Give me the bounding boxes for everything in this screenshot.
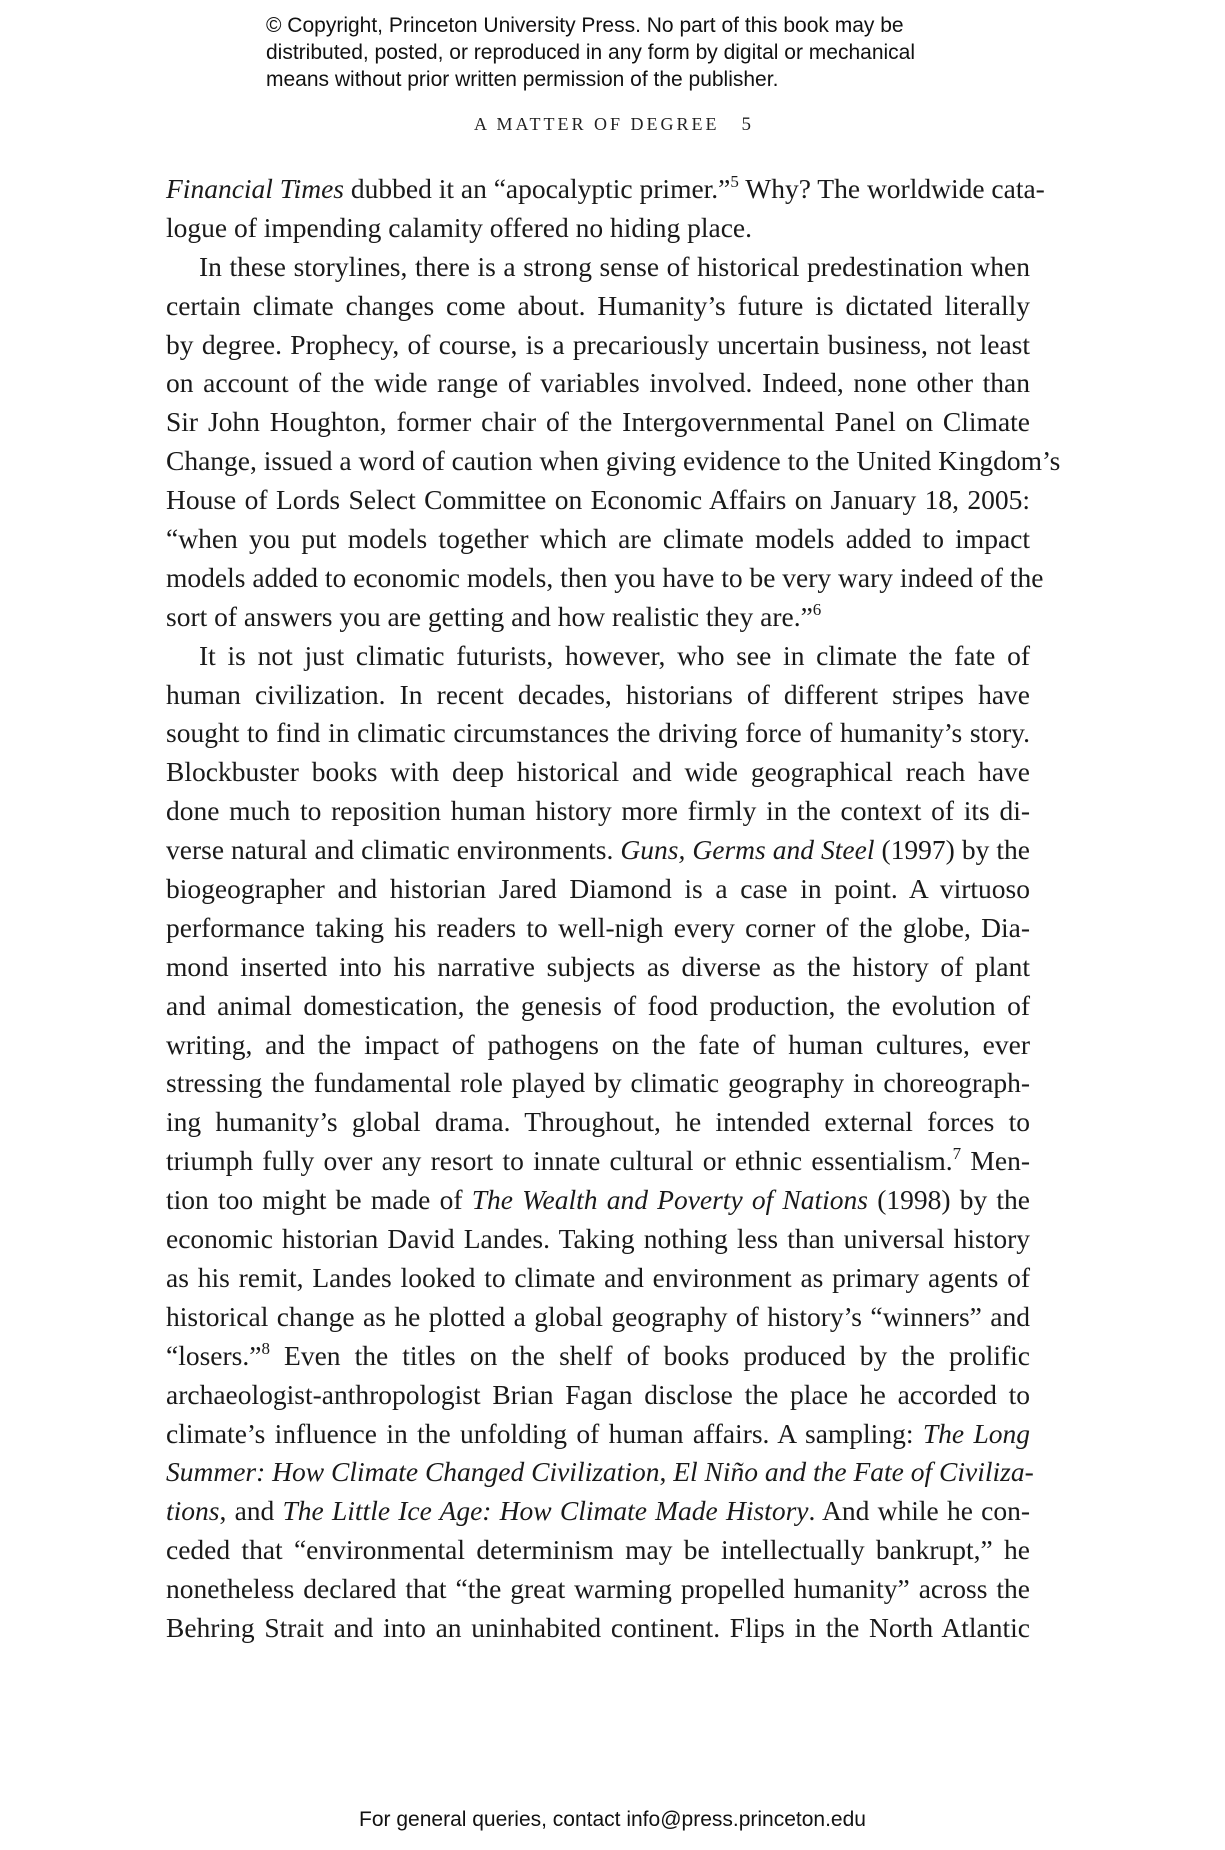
text-run: Even the titles on the shelf of books produced by the prolific [269, 1339, 1030, 1371]
text-line [166, 1415, 1030, 1454]
text-run: on account of the wide range of variables involved. Indeed, none other than [166, 367, 1030, 399]
text-line [166, 403, 1030, 442]
footer-contact: For general queries, contact info@press.princeton.edu [359, 1808, 866, 1831]
text-line [166, 792, 1030, 831]
text-line [166, 987, 1030, 1026]
text-line [166, 1453, 1034, 1492]
text-line [166, 1064, 1030, 1103]
text-run: sort of answers you are getting and how realistic they are.” [166, 600, 813, 632]
text-run: archaeologist-anthropologist Brian Fagan disclose the place he accorded to [166, 1378, 1030, 1410]
text-run: Behring Strait and into an uninhabited continent. Flips in the North Atlantic [166, 1611, 1030, 1643]
text-run: (1997) by the [874, 834, 1031, 866]
text-run: “losers.” [166, 1339, 262, 1371]
text-line [166, 598, 1030, 637]
text-run: ceded that “environmental determinism may be intellectually bankrupt,” he [166, 1534, 1030, 1566]
text-line [166, 1376, 1030, 1415]
text-run: done much to reposition human history more firmly in the context of its di- [166, 795, 1030, 827]
text-line [166, 1492, 1030, 1531]
text-run: dubbed it an “apocalyptic primer.” [344, 173, 731, 204]
copyright-notice [266, 12, 1026, 93]
text-line [166, 1026, 1030, 1065]
text-line [166, 520, 1030, 559]
italic-title: The Little Ice Age: How Climate Made History [282, 1495, 809, 1527]
text-run: Change, issued a word of caution when giving evidence to the United Kingdom’s [166, 445, 1061, 477]
text-run: certain climate changes come about. Humanity’s future is dictated literally [166, 289, 1030, 321]
text-line [166, 364, 1030, 403]
text-line [166, 209, 1030, 248]
text-run: logue of impending calamity offered no hiding place. [166, 211, 752, 243]
text-run: . And while he con- [808, 1495, 1030, 1527]
text-run: tion too might be made of [166, 1184, 472, 1216]
body-text [166, 170, 1061, 1648]
text-line [166, 326, 1030, 365]
text-line [166, 287, 1030, 326]
text-line [166, 1570, 1030, 1609]
footnote-marker: 5 [730, 172, 739, 191]
italic-title: Financial Times [166, 173, 344, 204]
text-run: In these storylines, there is a strong sense of historical predestination when [199, 250, 1030, 282]
text-run: and animal domestication, the genesis of food production, the evolution of [166, 989, 1030, 1021]
text-line [166, 1220, 1030, 1259]
copyright-line: © Copyright, Princeton University Press. No part of this book may be [266, 14, 904, 37]
text-line [166, 481, 1030, 520]
text-run: Men- [961, 1145, 1030, 1177]
footnote-marker: 7 [952, 1144, 962, 1164]
text-line [166, 442, 1061, 481]
text-line [166, 676, 1030, 715]
text-run: verse natural and climatic environments. [166, 834, 621, 866]
text-run: , and [219, 1495, 283, 1527]
text-line [166, 1609, 1030, 1648]
text-line [166, 753, 1030, 792]
text-run: models added to economic models, then you have to be very wary indeed of the [166, 561, 1044, 593]
text-run: mond inserted into his narrative subjects as diverse as the history of plant [166, 950, 1030, 982]
text-run: performance taking his readers to well-nigh every corner of the globe, Dia- [166, 911, 1030, 943]
page-number: 5 [741, 114, 751, 135]
text-run: (1998) by the [868, 1184, 1031, 1216]
text-run: sought to find in climatic circumstances the driving force of humanity’s story. [166, 717, 1030, 749]
text-line [166, 1142, 1030, 1181]
copyright-line: means without prior written permission of the publisher. [266, 68, 779, 91]
running-head-title: A MATTER OF DEGREE [473, 114, 720, 134]
text-run: It is not just climatic futurists, however, who see in climate the fate of [199, 639, 1030, 671]
text-run: House of Lords Select Committee on Economic Affairs on January 18, 2005: [166, 484, 1030, 516]
text-run: , [659, 1456, 674, 1488]
text-line [166, 1298, 1030, 1337]
text-run: “when you put models together which are climate models added to impact [166, 523, 1030, 555]
text-run: by degree. Prophecy, of course, is a precariously uncertain business, not least [166, 328, 1030, 360]
text-run: Sir John Houghton, former chair of the Intergovernmental Panel on Climate [166, 406, 1030, 438]
italic-title: Guns, Germs and Steel [620, 834, 875, 866]
text-line [166, 1531, 1030, 1570]
italic-title: Summer: How Climate Changed Civilization [166, 1456, 660, 1488]
text-run: economic historian David Landes. Taking nothing less than universal history [166, 1223, 1030, 1255]
text-line [166, 637, 1030, 676]
text-run: as his remit, Landes looked to climate and environment as primary agents of [166, 1261, 1030, 1293]
text-run: historical change as he plotted a global geography of history’s “winners” and [166, 1300, 1030, 1332]
text-line [166, 559, 1044, 598]
footnote-marker: 6 [812, 599, 822, 619]
text-line [166, 714, 1030, 753]
italic-title: El Niño and the Fate of Civiliza- [673, 1456, 1034, 1488]
text-line [166, 948, 1030, 987]
text-run: triumph fully over any resort to innate cultural or ethnic essentialism. [166, 1145, 953, 1177]
text-run: ing humanity’s global drama. Throughout, he intended external forces to [166, 1106, 1030, 1138]
text-run: Why? The worldwide cata- [738, 173, 1045, 204]
footnote-marker: 8 [261, 1338, 270, 1358]
running-head [0, 114, 1225, 136]
italic-title: tions [166, 1495, 220, 1527]
text-line [166, 870, 1030, 909]
text-run: writing, and the impact of pathogens on the fate of human cultures, ever [166, 1028, 1030, 1060]
text-run: stressing the fundamental role played by climatic geography in choreograph- [166, 1067, 1030, 1099]
text-line [166, 1337, 1030, 1376]
italic-title: The Long [922, 1417, 1031, 1449]
text-run: biogeographer and historian Jared Diamond is a case in point. A virtuoso [166, 873, 1030, 905]
text-line [166, 1259, 1030, 1298]
copyright-line: distributed, posted, or reproduced in any form by digital or mechanical [266, 41, 916, 64]
italic-title: The Wealth and Poverty of Nations [471, 1184, 869, 1216]
text-line [166, 1103, 1030, 1142]
text-line [166, 909, 1030, 948]
text-run: human civilization. In recent decades, historians of different stripes have [166, 678, 1030, 710]
text-line [166, 170, 1045, 209]
text-run: climate’s influence in the unfolding of human affairs. A sampling: [166, 1417, 923, 1449]
text-run: Blockbuster books with deep historical and wide geographical reach have [166, 756, 1030, 788]
text-line [166, 248, 1030, 287]
text-run: nonetheless declared that “the great warming propelled humanity” across the [166, 1573, 1030, 1605]
text-line [166, 831, 1030, 870]
text-line [166, 1181, 1030, 1220]
